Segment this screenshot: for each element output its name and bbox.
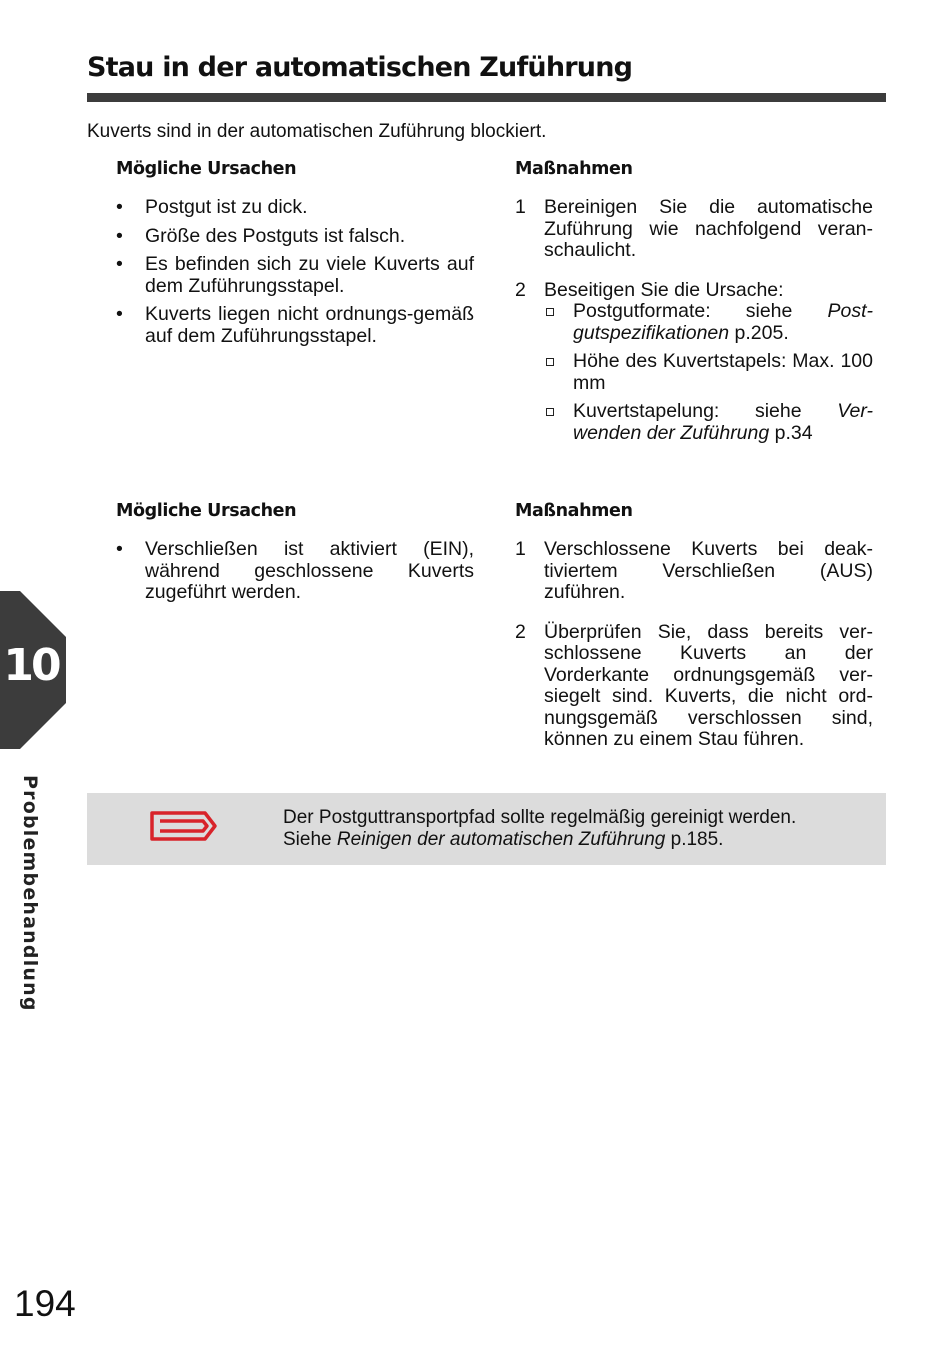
list-item: • Es befinden sich zu viele Kuverts auf dem Zuführungsstapel. (116, 253, 474, 297)
cross-reference-link[interactable]: Post-gutspezifikationen (573, 300, 873, 344)
page-title: Stau in der automatischen Zuführung (87, 52, 633, 83)
step-text: Verschlossene Kuverts bei deak-tiviertem Verschließen (AUS) zuführen. (544, 538, 873, 603)
bullet-icon: • (116, 538, 123, 560)
list-item: Kuvertstapelung: siehe Ver-wenden der Zuführung p.34 (544, 401, 873, 444)
list-item (515, 280, 873, 445)
checkbox-square-icon (546, 408, 554, 416)
note-box (87, 793, 886, 865)
list-item (515, 539, 873, 604)
cross-reference-link[interactable]: Ver-wenden der Zuführung (573, 400, 873, 444)
list-item (515, 622, 873, 751)
note-text: Der Postguttransportpfad sollte regelmäßig gereinigt werden. Siehe Reinigen der automatischen Zuführung p.185. (283, 807, 797, 850)
causes-heading: Mögliche Ursachen (116, 501, 297, 521)
list-item: Postgutformate: siehe Post-gutspezifikationen p.205. (544, 301, 873, 344)
list-item: • Kuverts liegen nicht ordnungs-gemäß auf dem Zuführungsstapel. (116, 303, 474, 347)
checkbox-square-icon (546, 308, 554, 316)
actions-list (515, 539, 873, 751)
list-item (515, 197, 873, 262)
step-number: 1 (515, 196, 526, 218)
list-item: • Postgut ist zu dick. (116, 196, 308, 218)
bullet-icon: • (116, 196, 123, 218)
causes-heading: Mögliche Ursachen (116, 159, 297, 179)
title-underline (87, 93, 886, 102)
actions-column (515, 197, 873, 462)
step-text: Beseitigen Sie die Ursache: (544, 278, 784, 301)
list-item: • Größe des Postguts ist falsch. (116, 224, 406, 247)
bullet-icon: • (116, 253, 123, 275)
list-item: • Verschließen ist aktiviert (EIN), während geschlossene Kuverts zugeführt werden. (116, 538, 474, 603)
actions-column (515, 539, 873, 769)
bullet-icon: • (116, 224, 123, 247)
chapter-label: Problembehandlung (19, 775, 41, 1012)
actions-heading: Maßnahmen (515, 501, 633, 521)
step-number: 2 (515, 620, 526, 643)
step-number: 1 (515, 538, 526, 560)
causes-column (116, 197, 474, 354)
actions-list (515, 197, 873, 444)
chapter-number: 10 (3, 640, 59, 691)
bullet-icon: • (116, 303, 123, 325)
step-text: Bereinigen Sie die automatische Zuführung wie nachfolgend veran-schaulicht. (544, 196, 873, 261)
causes-list (116, 539, 474, 604)
paperclip-icon (149, 809, 219, 843)
cross-reference-link[interactable]: Reinigen der automatischen Zuführung (336, 829, 666, 850)
page-number: 194 (14, 1283, 76, 1324)
intro-text: Kuverts sind in der automatischen Zuführung blockiert. (87, 121, 547, 142)
list-item: Höhe des Kuvertstapels: Max. 100 mm (544, 351, 873, 394)
checkbox-square-icon (546, 358, 554, 366)
step-text: Überprüfen Sie, dass bereits ver-schlossene Kuverts an der Vorderkante ordnungsgemäß ver-siegelt sind. Kuverts, die nicht ord-nungsgemäß verschlossen sind, können zu einem Stau führen. (544, 620, 873, 750)
sub-list (544, 301, 873, 444)
step-number: 2 (515, 278, 526, 301)
causes-column (116, 539, 474, 611)
actions-heading: Maßnahmen (515, 159, 633, 179)
causes-list (116, 197, 474, 347)
